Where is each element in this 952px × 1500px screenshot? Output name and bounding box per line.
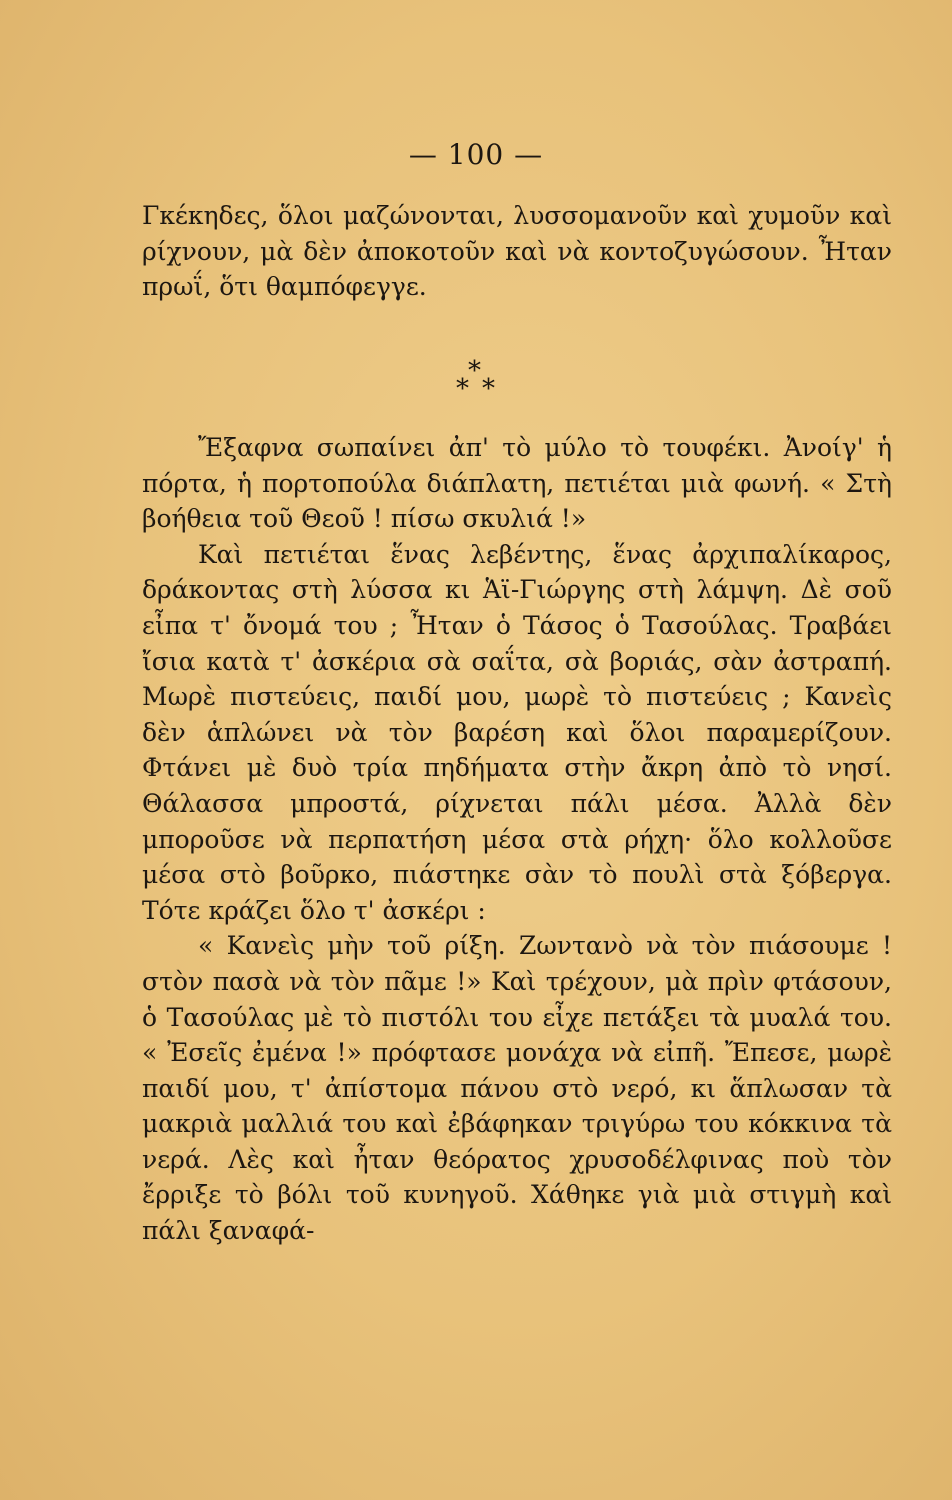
- paragraph: Καὶ πετιέται ἕνας λεβέντης, ἕνας ἀρχιπαλίκαρος, δράκοντας στὴ λύσσα κι Ἁϊ-Γιώργης στὴ λάμψη. Δὲ σοῦ εἶπα τ' ὄνομά του ; Ἦταν ὁ Τάσος ὁ Τασούλας. Τραβάει ἴσια κατὰ τ' ἀσκέρια σὰ σαΐτα, σὰ βοριάς, σὰν ἀστραπή. Μωρὲ πιστεύεις, παιδί μου, μωρὲ τὸ πιστεύεις ; Κανεὶς δὲν ἁπλώνει νὰ τὸν βαρέση καὶ ὅλοι παραμερίζουν. Φτάνει μὲ δυὸ τρία πηδήματα στὴν ἄκρη ἀπὸ τὸ νησί. Θάλασσα μπροστά, ρίχνεται πάλι μέσα. Ἀλλὰ δὲν μποροῦσε νὰ περπατήση μέσα στὰ ρήχη· ὅλο κολλοῦσε μέσα στὸ βοῦρκο, πιάστηκε σὰν τὸ πουλὶ στὰ ξόβεργα. Τότε κράζει ὅλο τ' ἀσκέρι :: [142, 539, 892, 925]
- text-block-main: [142, 430, 892, 1249]
- asterism-separator: [440, 358, 520, 408]
- asterism-star: *: [468, 356, 481, 386]
- asterism-star: *: [482, 374, 495, 404]
- paragraph: Ἔξαφνα σωπαίνει ἀπ' τὸ μύλο τὸ τουφέκι. Ἀνοίγ' ἡ πόρτα, ἡ πορτοπούλα διάπλατη, πετιέται μιὰ φωνή. « Στὴ βοήθεια τοῦ Θεοῦ ! πίσω σκυλιά !»: [142, 433, 892, 534]
- asterism-star: *: [456, 374, 469, 404]
- text-block-top: [142, 198, 892, 305]
- page-number: — 100 —: [408, 138, 544, 171]
- paragraph: Γκέκηδες, ὅλοι μαζώνονται, λυσσομανοῦν καὶ χυμοῦν καὶ ρίχνουν, μὰ δὲν ἀποκοτοῦν καὶ νὰ κοντοζυγώσουν. Ἦταν πρωΐ, ὅτι θαμπόφεγγε.: [142, 201, 892, 302]
- paragraph: « Κανεὶς μὴν τοῦ ρίξη. Ζωντανὸ νὰ τὸν πιάσουμε ! στὸν πασὰ νὰ τὸν πᾶμε !» Καὶ τρέχουν, μὰ πρὶν φτάσουν, ὁ Τασούλας μὲ τὸ πιστόλι του εἶχε πετάξει τὰ μυαλά του. « Ἐσεῖς ἐμένα !» πρόφτασε μονάχα νὰ εἰπῆ. Ἔπεσε, μωρὲ παιδί μου, τ' ἀπίστομα πάνου στὸ νερό, κι ἅπλωσαν τὰ μακριὰ μαλλιά του καὶ ἐβάφηκαν τριγύρω του κόκκινα τὰ νερά. Λὲς καὶ ἦταν θεόρατος χρυσοδέλφινας ποὺ τὸν ἔρριξε τὸ βόλι τοῦ κυνηγοῦ. Χάθηκε γιὰ μιὰ στιγμὴ καὶ πάλι ξαναφά-: [142, 931, 892, 1246]
